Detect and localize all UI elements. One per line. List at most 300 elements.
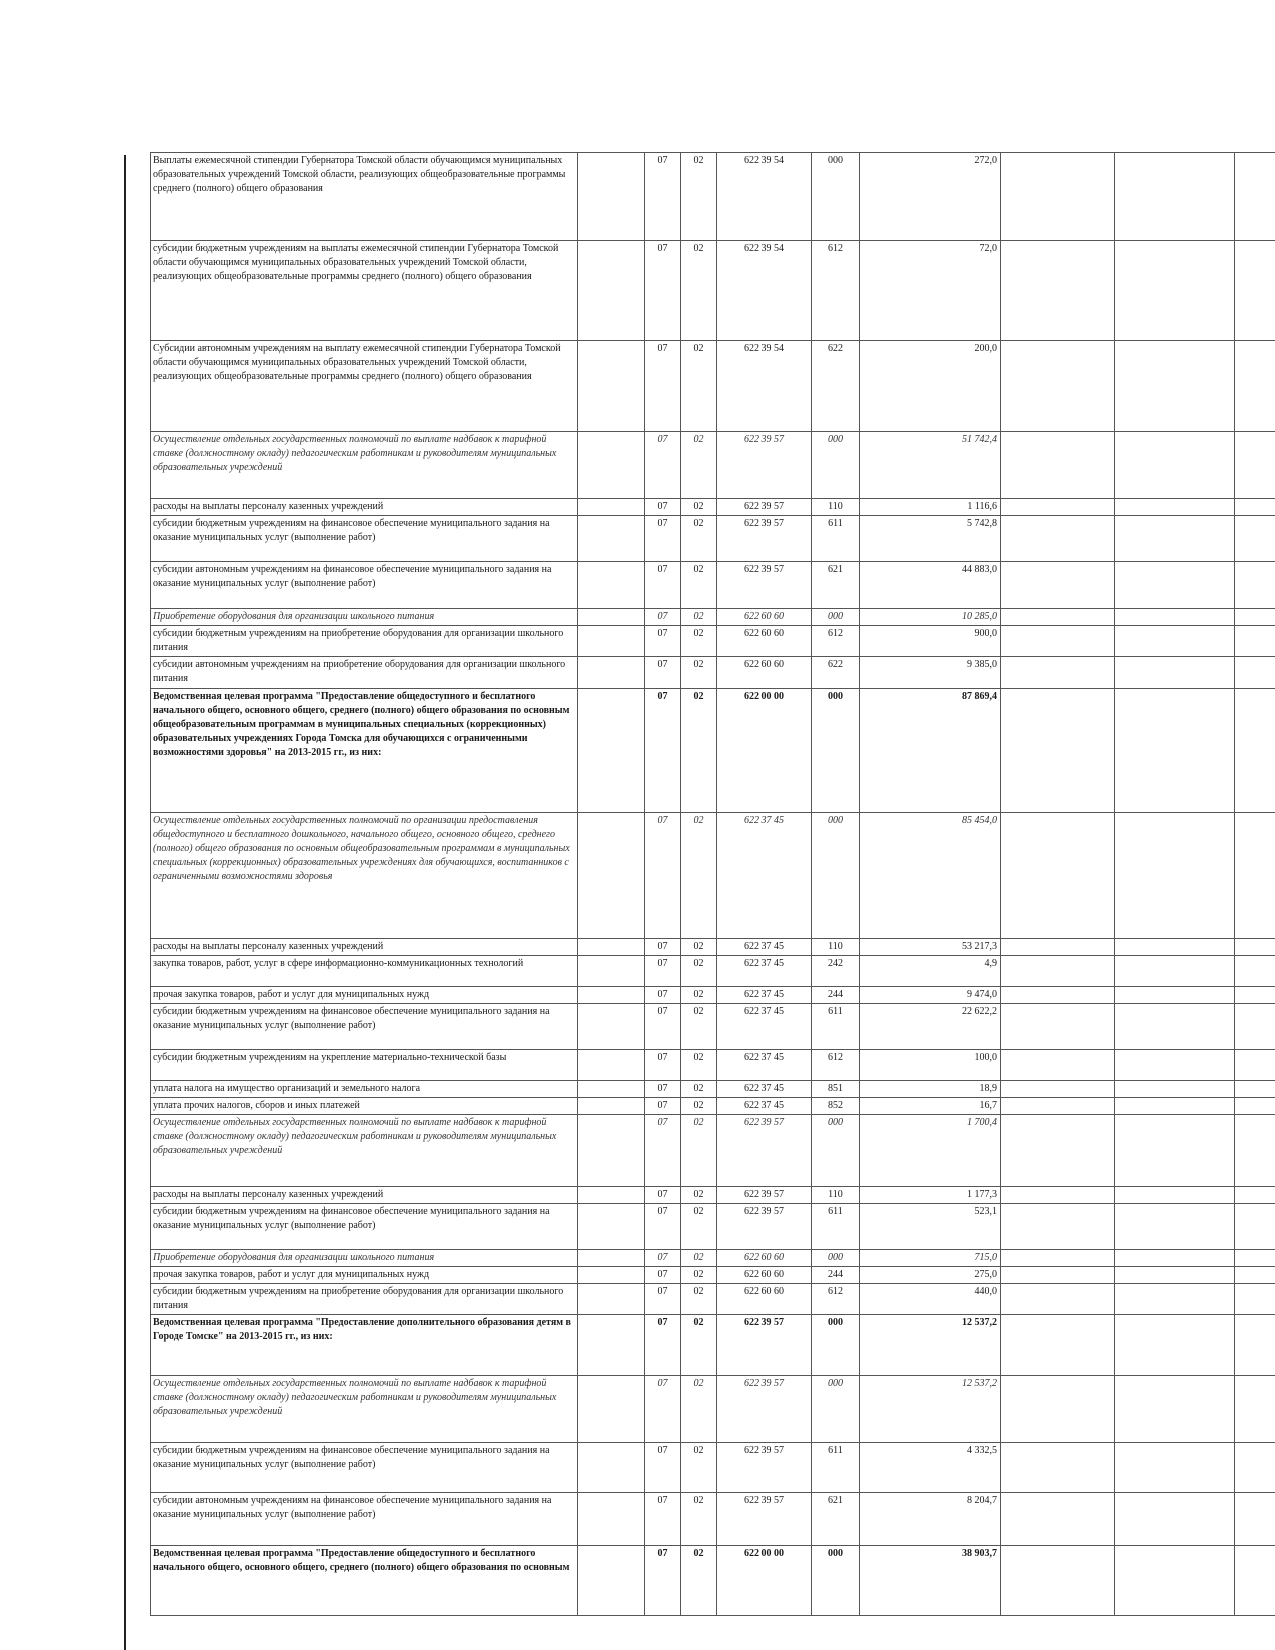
table-row [151,1187,1275,1204]
row-target-article-cell: 622 37 45 [717,939,812,956]
row-empty-cell [1235,657,1275,689]
row-empty-cell [578,1115,645,1187]
row-empty-cell [578,1098,645,1115]
row-name-cell: Ведомственная целевая программа "Предоставление общедоступного и бесплатного начального общего, основного общего, среднего (полного) общего образования по основным общеобразовательным программам в муниципальных специальных (коррекционных) образовательных учреждениях Города Томска для обучающихся с ограниченными возможностями здоровья" на 2013-2015 гг., из них: [151,689,578,813]
row-amount-cell: 4,9 [860,956,1001,987]
row-amount-cell: 16,7 [860,1098,1001,1115]
row-empty-cell [1115,689,1235,813]
row-section-cell: 07 [645,1115,681,1187]
row-empty-cell [1235,1267,1275,1284]
row-empty-cell [1115,499,1235,516]
row-expense-type-cell: 851 [812,1081,860,1098]
row-empty-cell [1115,1443,1235,1493]
row-empty-cell [1235,341,1275,432]
row-name-cell: Осуществление отдельных государственных полномочий по выплате надбавок к тарифной ставке (должностному окладу) педагогическим работникам и руководителям муниципальных образовательных учреждений [151,432,578,499]
row-expense-type-cell: 852 [812,1098,860,1115]
row-empty-cell [1115,432,1235,499]
row-empty-cell [1001,1204,1115,1250]
row-subsection-cell: 02 [681,241,717,341]
row-empty-cell [1001,657,1115,689]
row-name-cell: расходы на выплаты персоналу казенных учреждений [151,499,578,516]
row-empty-cell [1235,1098,1275,1115]
row-target-article-cell: 622 37 45 [717,1081,812,1098]
row-amount-cell: 12 537,2 [860,1376,1001,1443]
row-empty-cell [1235,1493,1275,1546]
row-amount-cell: 44 883,0 [860,562,1001,609]
row-empty-cell [578,1187,645,1204]
row-name-cell: Осуществление отдельных государственных полномочий по организации предоставления общедоступного и бесплатного дошкольного, начального общего, основного общего, среднего (полного) общего образования по основным общеобразовательным программам в муниципальных специальных (коррекционных) образовательных учреждениях для обучающихся, воспитанников с ограниченными возможностями здоровья [151,813,578,939]
row-empty-cell [1235,987,1275,1004]
row-target-article-cell: 622 37 45 [717,1098,812,1115]
row-amount-cell: 53 217,3 [860,939,1001,956]
row-amount-cell: 5 742,8 [860,516,1001,562]
row-amount-cell: 1 700,4 [860,1115,1001,1187]
row-target-article-cell: 622 39 54 [717,153,812,241]
row-empty-cell [578,939,645,956]
row-empty-cell [1115,1081,1235,1098]
row-expense-type-cell: 611 [812,1443,860,1493]
row-empty-cell [1001,987,1115,1004]
row-empty-cell [1115,1098,1235,1115]
row-section-cell: 07 [645,432,681,499]
row-target-article-cell: 622 39 57 [717,1115,812,1187]
row-target-article-cell: 622 60 60 [717,1284,812,1315]
row-empty-cell [1115,1376,1235,1443]
row-empty-cell [1115,1315,1235,1376]
row-name-cell: расходы на выплаты персоналу казенных учреждений [151,1187,578,1204]
row-name-cell: Ведомственная целевая программа "Предоставление дополнительного образования детям в Городе Томске" на 2013-2015 гг., из них: [151,1315,578,1376]
row-subsection-cell: 02 [681,1081,717,1098]
row-empty-cell [578,987,645,1004]
row-name-cell: субсидии бюджетным учреждениям на приобретение оборудования для организации школьного питания [151,626,578,657]
row-empty-cell [1001,1376,1115,1443]
row-expense-type-cell: 621 [812,1493,860,1546]
row-amount-cell: 8 204,7 [860,1493,1001,1546]
row-name-cell: уплата налога на имущество организаций и земельного налога [151,1081,578,1098]
row-empty-cell [1235,1546,1275,1616]
row-name-cell: Ведомственная целевая программа "Предоставление общедоступного и бесплатного начального общего, основного общего, среднего (полного) общего образования по основным [151,1546,578,1616]
row-empty-cell [1115,956,1235,987]
row-target-article-cell: 622 60 60 [717,657,812,689]
row-amount-cell: 200,0 [860,341,1001,432]
row-expense-type-cell: 621 [812,562,860,609]
row-subsection-cell: 02 [681,153,717,241]
row-amount-cell: 1 177,3 [860,1187,1001,1204]
table-row [151,657,1275,689]
table-row [151,626,1275,657]
row-name-cell: субсидии бюджетным учреждениям на приобретение оборудования для организации школьного питания [151,1284,578,1315]
row-name-cell: субсидии бюджетным учреждениям на финансовое обеспечение муниципального задания на оказание муниципальных услуг (выполнение работ) [151,1443,578,1493]
row-expense-type-cell: 110 [812,499,860,516]
table-row [151,1004,1275,1050]
row-target-article-cell: 622 39 57 [717,1443,812,1493]
row-subsection-cell: 02 [681,499,717,516]
row-section-cell: 07 [645,1204,681,1250]
row-subsection-cell: 02 [681,813,717,939]
row-name-cell: субсидии бюджетным учреждениям на финансовое обеспечение муниципального задания на оказание муниципальных услуг (выполнение работ) [151,1004,578,1050]
row-empty-cell [1001,1004,1115,1050]
row-amount-cell: 51 742,4 [860,432,1001,499]
row-section-cell: 07 [645,499,681,516]
row-expense-type-cell: 110 [812,939,860,956]
row-empty-cell [1115,341,1235,432]
row-subsection-cell: 02 [681,689,717,813]
row-empty-cell [1115,153,1235,241]
row-amount-cell: 72,0 [860,241,1001,341]
row-expense-type-cell: 000 [812,1546,860,1616]
row-subsection-cell: 02 [681,939,717,956]
row-empty-cell [1001,341,1115,432]
row-empty-cell [1001,813,1115,939]
row-empty-cell [1001,241,1115,341]
row-empty-cell [1001,1187,1115,1204]
row-section-cell: 07 [645,153,681,241]
row-name-cell: субсидии бюджетным учреждениям на финансовое обеспечение муниципального задания на оказание муниципальных услуг (выполнение работ) [151,516,578,562]
row-target-article-cell: 622 37 45 [717,1050,812,1081]
row-amount-cell: 440,0 [860,1284,1001,1315]
row-empty-cell [1001,1443,1115,1493]
row-empty-cell [1235,609,1275,626]
row-section-cell: 07 [645,657,681,689]
row-name-cell: прочая закупка товаров, работ и услуг для муниципальных нужд [151,1267,578,1284]
table-row [151,241,1275,341]
row-name-cell: субсидии бюджетным учреждениям на финансовое обеспечение муниципального задания на оказание муниципальных услуг (выполнение работ) [151,1204,578,1250]
row-amount-cell: 4 332,5 [860,1443,1001,1493]
row-amount-cell: 22 622,2 [860,1004,1001,1050]
row-section-cell: 07 [645,1250,681,1267]
row-target-article-cell: 622 39 54 [717,241,812,341]
row-expense-type-cell: 611 [812,516,860,562]
row-empty-cell [1235,1376,1275,1443]
row-empty-cell [1235,1187,1275,1204]
row-empty-cell [1001,626,1115,657]
row-subsection-cell: 02 [681,626,717,657]
row-expense-type-cell: 000 [812,689,860,813]
row-empty-cell [1001,153,1115,241]
budget-table [150,152,1275,1616]
table-row [151,341,1275,432]
table-row [151,1493,1275,1546]
row-empty-cell [578,1004,645,1050]
row-section-cell: 07 [645,956,681,987]
row-amount-cell: 10 285,0 [860,609,1001,626]
row-expense-type-cell: 000 [812,1376,860,1443]
row-empty-cell [578,657,645,689]
row-section-cell: 07 [645,241,681,341]
row-empty-cell [1001,1250,1115,1267]
row-expense-type-cell: 000 [812,609,860,626]
row-empty-cell [1235,939,1275,956]
row-empty-cell [1115,813,1235,939]
row-empty-cell [1235,516,1275,562]
row-empty-cell [1115,1250,1235,1267]
row-empty-cell [1115,1284,1235,1315]
row-amount-cell: 9 474,0 [860,987,1001,1004]
row-section-cell: 07 [645,1050,681,1081]
row-empty-cell [578,1493,645,1546]
row-section-cell: 07 [645,341,681,432]
row-expense-type-cell: 000 [812,1115,860,1187]
row-target-article-cell: 622 60 60 [717,1267,812,1284]
row-section-cell: 07 [645,1376,681,1443]
row-subsection-cell: 02 [681,657,717,689]
row-empty-cell [578,562,645,609]
table-row [151,1098,1275,1115]
table-row [151,956,1275,987]
row-empty-cell [1115,562,1235,609]
row-empty-cell [1115,1204,1235,1250]
row-empty-cell [1235,1315,1275,1376]
table-row [151,1267,1275,1284]
row-subsection-cell: 02 [681,1115,717,1187]
row-expense-type-cell: 611 [812,1204,860,1250]
row-amount-cell: 18,9 [860,1081,1001,1098]
row-name-cell: Осуществление отдельных государственных полномочий по выплате надбавок к тарифной ставке (должностному окладу) педагогическим работникам и руководителям муниципальных образовательных учреждений [151,1115,578,1187]
row-target-article-cell: 622 37 45 [717,987,812,1004]
row-name-cell: субсидии автономным учреждениям на приобретение оборудования для организации школьного питания [151,657,578,689]
row-subsection-cell: 02 [681,562,717,609]
row-empty-cell [1235,1443,1275,1493]
row-expense-type-cell: 244 [812,987,860,1004]
row-empty-cell [1001,516,1115,562]
row-empty-cell [1235,1115,1275,1187]
row-subsection-cell: 02 [681,1187,717,1204]
row-empty-cell [578,1284,645,1315]
row-empty-cell [1115,657,1235,689]
row-subsection-cell: 02 [681,1004,717,1050]
row-name-cell: субсидии автономным учреждениям на финансовое обеспечение муниципального задания на оказание муниципальных услуг (выполнение работ) [151,562,578,609]
row-subsection-cell: 02 [681,956,717,987]
row-empty-cell [1001,956,1115,987]
row-subsection-cell: 02 [681,432,717,499]
row-subsection-cell: 02 [681,516,717,562]
row-amount-cell: 272,0 [860,153,1001,241]
row-target-article-cell: 622 39 54 [717,341,812,432]
row-section-cell: 07 [645,1267,681,1284]
row-empty-cell [578,626,645,657]
table-row [151,432,1275,499]
row-empty-cell [578,341,645,432]
row-expense-type-cell: 244 [812,1267,860,1284]
row-empty-cell [578,609,645,626]
row-name-cell: Выплаты ежемесячной стипендии Губернатора Томской области обучающимся муниципальных образовательных учреждений Томской области, реализующих общеобразовательные программы среднего (полного) общего образования [151,153,578,241]
row-amount-cell: 523,1 [860,1204,1001,1250]
row-target-article-cell: 622 39 57 [717,1376,812,1443]
row-empty-cell [1115,1050,1235,1081]
row-empty-cell [1001,1115,1115,1187]
row-empty-cell [1235,1204,1275,1250]
row-empty-cell [1115,987,1235,1004]
row-subsection-cell: 02 [681,1376,717,1443]
row-section-cell: 07 [645,939,681,956]
row-empty-cell [578,956,645,987]
row-subsection-cell: 02 [681,1546,717,1616]
row-section-cell: 07 [645,1081,681,1098]
row-target-article-cell: 622 39 57 [717,1493,812,1546]
row-section-cell: 07 [645,813,681,939]
row-target-article-cell: 622 39 57 [717,1204,812,1250]
row-target-article-cell: 622 60 60 [717,1250,812,1267]
row-expense-type-cell: 242 [812,956,860,987]
table-row [151,1115,1275,1187]
row-empty-cell [1001,1315,1115,1376]
row-section-cell: 07 [645,1098,681,1115]
row-empty-cell [1115,939,1235,956]
row-empty-cell [1001,1081,1115,1098]
table-row [151,1250,1275,1267]
row-empty-cell [1235,1050,1275,1081]
row-amount-cell: 85 454,0 [860,813,1001,939]
row-target-article-cell: 622 39 57 [717,562,812,609]
row-name-cell: Приобретение оборудования для организации школьного питания [151,609,578,626]
row-empty-cell [1235,1250,1275,1267]
row-section-cell: 07 [645,1187,681,1204]
table-row [151,813,1275,939]
row-empty-cell [578,516,645,562]
table-row [151,1315,1275,1376]
table-row [151,1443,1275,1493]
row-section-cell: 07 [645,626,681,657]
row-subsection-cell: 02 [681,1267,717,1284]
row-expense-type-cell: 612 [812,241,860,341]
row-empty-cell [1235,689,1275,813]
row-amount-cell: 9 385,0 [860,657,1001,689]
row-name-cell: Осуществление отдельных государственных полномочий по выплате надбавок к тарифной ставке (должностному окладу) педагогическим работникам и руководителям муниципальных образовательных учреждений [151,1376,578,1443]
row-section-cell: 07 [645,1284,681,1315]
row-empty-cell [578,1376,645,1443]
row-empty-cell [1235,1081,1275,1098]
table-row [151,609,1275,626]
row-target-article-cell: 622 37 45 [717,956,812,987]
row-expense-type-cell: 612 [812,626,860,657]
row-empty-cell [1001,1098,1115,1115]
table-row [151,562,1275,609]
row-empty-cell [1001,1284,1115,1315]
row-subsection-cell: 02 [681,1493,717,1546]
table-row [151,1081,1275,1098]
row-subsection-cell: 02 [681,987,717,1004]
row-empty-cell [578,1546,645,1616]
row-target-article-cell: 622 00 00 [717,1546,812,1616]
row-empty-cell [1235,153,1275,241]
row-empty-cell [1235,562,1275,609]
row-expense-type-cell: 000 [812,432,860,499]
row-expense-type-cell: 612 [812,1284,860,1315]
row-target-article-cell: 622 39 57 [717,499,812,516]
table-row [151,1050,1275,1081]
row-name-cell: закупка товаров, работ, услуг в сфере информационно-коммуникационных технологий [151,956,578,987]
row-section-cell: 07 [645,987,681,1004]
row-target-article-cell: 622 00 00 [717,689,812,813]
row-name-cell: прочая закупка товаров, работ и услуг для муниципальных нужд [151,987,578,1004]
row-name-cell: уплата прочих налогов, сборов и иных платежей [151,1098,578,1115]
row-empty-cell [1235,813,1275,939]
row-name-cell: Субсидии автономным учреждениям на выплату ежемесячной стипендии Губернатора Томской области обучающимся муниципальных образовательных учреждений Томской области, реализующих общеобразовательные программы среднего (полного) общего образования [151,341,578,432]
row-subsection-cell: 02 [681,1315,717,1376]
row-subsection-cell: 02 [681,1250,717,1267]
row-empty-cell [578,1081,645,1098]
row-amount-cell: 715,0 [860,1250,1001,1267]
row-subsection-cell: 02 [681,1284,717,1315]
table-row [151,1284,1275,1315]
row-empty-cell [1001,689,1115,813]
row-expense-type-cell: 000 [812,1250,860,1267]
row-expense-type-cell: 000 [812,813,860,939]
row-empty-cell [1001,562,1115,609]
row-target-article-cell: 622 60 60 [717,609,812,626]
row-target-article-cell: 622 60 60 [717,626,812,657]
row-name-cell: субсидии бюджетным учреждениям на выплаты ежемесячной стипендии Губернатора Томской области обучающимся муниципальных образовательных учреждений Томской области, реализующих общеобразовательные программы среднего (полного) общего образования [151,241,578,341]
row-section-cell: 07 [645,1315,681,1376]
row-empty-cell [1001,1493,1115,1546]
row-empty-cell [1115,241,1235,341]
row-empty-cell [1115,516,1235,562]
row-name-cell: субсидии автономным учреждениям на финансовое обеспечение муниципального задания на оказание муниципальных услуг (выполнение работ) [151,1493,578,1546]
row-empty-cell [1115,1493,1235,1546]
table-row [151,1376,1275,1443]
row-subsection-cell: 02 [681,341,717,432]
row-empty-cell [1115,1115,1235,1187]
row-section-cell: 07 [645,1443,681,1493]
row-subsection-cell: 02 [681,1204,717,1250]
row-empty-cell [1235,241,1275,341]
row-amount-cell: 12 537,2 [860,1315,1001,1376]
table-row [151,153,1275,241]
row-empty-cell [1001,939,1115,956]
page-left-rule [124,155,126,1650]
row-empty-cell [1235,1284,1275,1315]
row-expense-type-cell: 110 [812,1187,860,1204]
row-amount-cell: 100,0 [860,1050,1001,1081]
row-subsection-cell: 02 [681,1443,717,1493]
row-subsection-cell: 02 [681,1098,717,1115]
row-name-cell: Приобретение оборудования для организации школьного питания [151,1250,578,1267]
row-empty-cell [1001,609,1115,626]
row-empty-cell [1235,956,1275,987]
row-empty-cell [1115,1546,1235,1616]
row-subsection-cell: 02 [681,609,717,626]
row-expense-type-cell: 611 [812,1004,860,1050]
row-name-cell: субсидии бюджетным учреждениям на укрепление материально-технической базы [151,1050,578,1081]
row-section-cell: 07 [645,1004,681,1050]
row-empty-cell [578,1267,645,1284]
table-body [151,153,1275,1616]
row-empty-cell [1115,626,1235,657]
row-empty-cell [578,1250,645,1267]
row-empty-cell [1115,609,1235,626]
table-row [151,1546,1275,1616]
row-subsection-cell: 02 [681,1050,717,1081]
row-empty-cell [1115,1004,1235,1050]
row-target-article-cell: 622 39 57 [717,1315,812,1376]
row-empty-cell [578,499,645,516]
row-amount-cell: 38 903,7 [860,1546,1001,1616]
row-amount-cell: 275,0 [860,1267,1001,1284]
table-row [151,1204,1275,1250]
row-empty-cell [1001,1050,1115,1081]
row-empty-cell [1001,499,1115,516]
row-empty-cell [578,1443,645,1493]
row-empty-cell [578,813,645,939]
row-empty-cell [578,1204,645,1250]
row-empty-cell [578,153,645,241]
row-section-cell: 07 [645,516,681,562]
row-section-cell: 07 [645,1546,681,1616]
row-empty-cell [1235,499,1275,516]
row-section-cell: 07 [645,562,681,609]
row-target-article-cell: 622 37 45 [717,813,812,939]
row-amount-cell: 900,0 [860,626,1001,657]
